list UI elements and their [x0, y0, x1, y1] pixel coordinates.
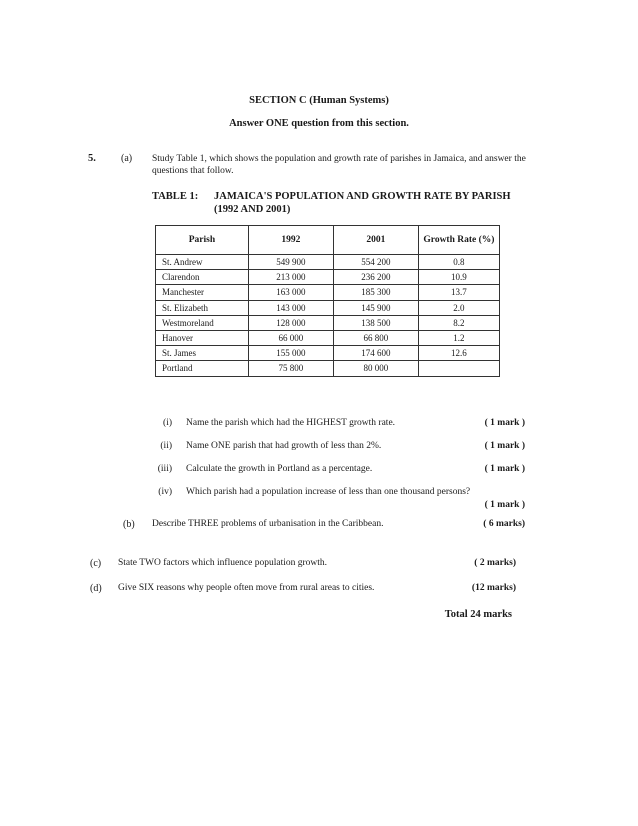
cell-2001: 66 800: [333, 330, 418, 345]
cell-parish: St. Andrew: [156, 255, 249, 270]
part-b-mark: ( 6 marks): [483, 519, 525, 529]
question-number: 5.: [88, 153, 96, 164]
cell-2001: 185 300: [333, 285, 418, 300]
cell-1992: 128 000: [248, 315, 333, 330]
cell-growth-rate: 2.0: [418, 300, 499, 315]
part-c-text: State TWO factors which influence population growth.: [118, 558, 328, 568]
cell-growth-rate: 10.9: [418, 270, 499, 285]
part-d-mark: (12 marks): [471, 583, 516, 593]
cell-1992: 163 000: [248, 285, 333, 300]
section-instruction: Answer ONE question from this section.: [229, 118, 409, 129]
part-b-text: Describe THREE problems of urbanisation in the Caribbean.: [152, 519, 384, 529]
cell-parish: Clarendon: [156, 270, 249, 285]
cell-growth-rate: 8.2: [418, 315, 499, 330]
table-row: [156, 361, 500, 376]
table-row: [156, 330, 500, 345]
table-title-line1: JAMAICA'S POPULATION AND GROWTH RATE BY PARISH: [214, 191, 511, 202]
part-c-label: (c): [90, 558, 102, 569]
part-b-label: (b): [123, 519, 135, 530]
cell-growth-rate: 0.8: [418, 255, 499, 270]
table-row: [156, 285, 500, 300]
section-title: SECTION C (Human Systems): [249, 95, 389, 106]
cell-parish: St. James: [156, 346, 249, 361]
cell-growth-rate: 13.7: [418, 285, 499, 300]
header-1992: 1992: [248, 226, 333, 255]
header-2001: 2001: [333, 226, 418, 255]
cell-parish: Portland: [156, 361, 249, 376]
table-row: [156, 315, 500, 330]
cell-parish: Manchester: [156, 285, 249, 300]
cell-1992: 155 000: [248, 346, 333, 361]
subquestion-i-mark: ( 1 mark ): [484, 418, 525, 428]
table-row: [156, 346, 500, 361]
subquestion-i-text: Name the parish which had the HIGHEST growth rate.: [186, 418, 396, 428]
cell-parish: St. Elizabeth: [156, 300, 249, 315]
cell-1992: 213 000: [248, 270, 333, 285]
subquestion-iii-mark: ( 1 mark ): [484, 464, 525, 474]
population-table: [155, 225, 500, 377]
part-a-text: Study Table 1, which shows the population and growth rate of parishes in Jamaica, and answer the questions that follow.: [152, 154, 526, 176]
part-d-text: Give SIX reasons why people often move from rural areas to cities.: [118, 583, 375, 593]
table-title-prefix: TABLE 1:: [152, 191, 199, 202]
header-growth-rate: Growth Rate (%): [418, 226, 499, 255]
subquestion-ii-text: Name ONE parish that had growth of less than 2%.: [186, 441, 382, 451]
cell-1992: 66 000: [248, 330, 333, 345]
subquestion-iv-number: (iv): [158, 487, 172, 497]
cell-2001: 145 900: [333, 300, 418, 315]
part-a-label: (a): [121, 153, 133, 164]
total-marks: Total 24 marks: [444, 609, 512, 620]
subquestion-ii-number: (ii): [160, 441, 172, 451]
header-parish: Parish: [156, 226, 249, 255]
cell-1992: 143 000: [248, 300, 333, 315]
cell-2001: 138 500: [333, 315, 418, 330]
subquestion-iv-text: Which parish had a population increase of less than one thousand persons?: [186, 487, 471, 497]
part-c-mark: ( 2 marks): [474, 558, 516, 568]
cell-2001: 236 200: [333, 270, 418, 285]
cell-1992: 549 900: [248, 255, 333, 270]
cell-2001: 174 600: [333, 346, 418, 361]
subquestion-iii-number: (iii): [157, 464, 172, 474]
table-row: [156, 255, 500, 270]
cell-growth-rate: 1.2: [418, 330, 499, 345]
cell-1992: 75 800: [248, 361, 333, 376]
subquestion-iv-mark: ( 1 mark ): [484, 500, 525, 510]
subquestion-iii-text: Calculate the growth in Portland as a percentage.: [186, 464, 373, 474]
subquestion-i-number: (i): [163, 418, 172, 428]
cell-parish: Hanover: [156, 330, 249, 345]
cell-growth-rate: 12.6: [418, 346, 499, 361]
subquestion-ii-mark: ( 1 mark ): [484, 441, 525, 451]
cell-parish: Westmoreland: [156, 315, 249, 330]
table-title: [152, 190, 511, 216]
cell-2001: 80 000: [333, 361, 418, 376]
table-header-row: [156, 226, 500, 255]
table-row: [156, 270, 500, 285]
table-row: [156, 300, 500, 315]
cell-growth-rate: [418, 361, 499, 376]
part-d-label: (d): [90, 583, 102, 594]
cell-2001: 554 200: [333, 255, 418, 270]
table-title-line2: (1992 AND 2001): [214, 204, 291, 215]
